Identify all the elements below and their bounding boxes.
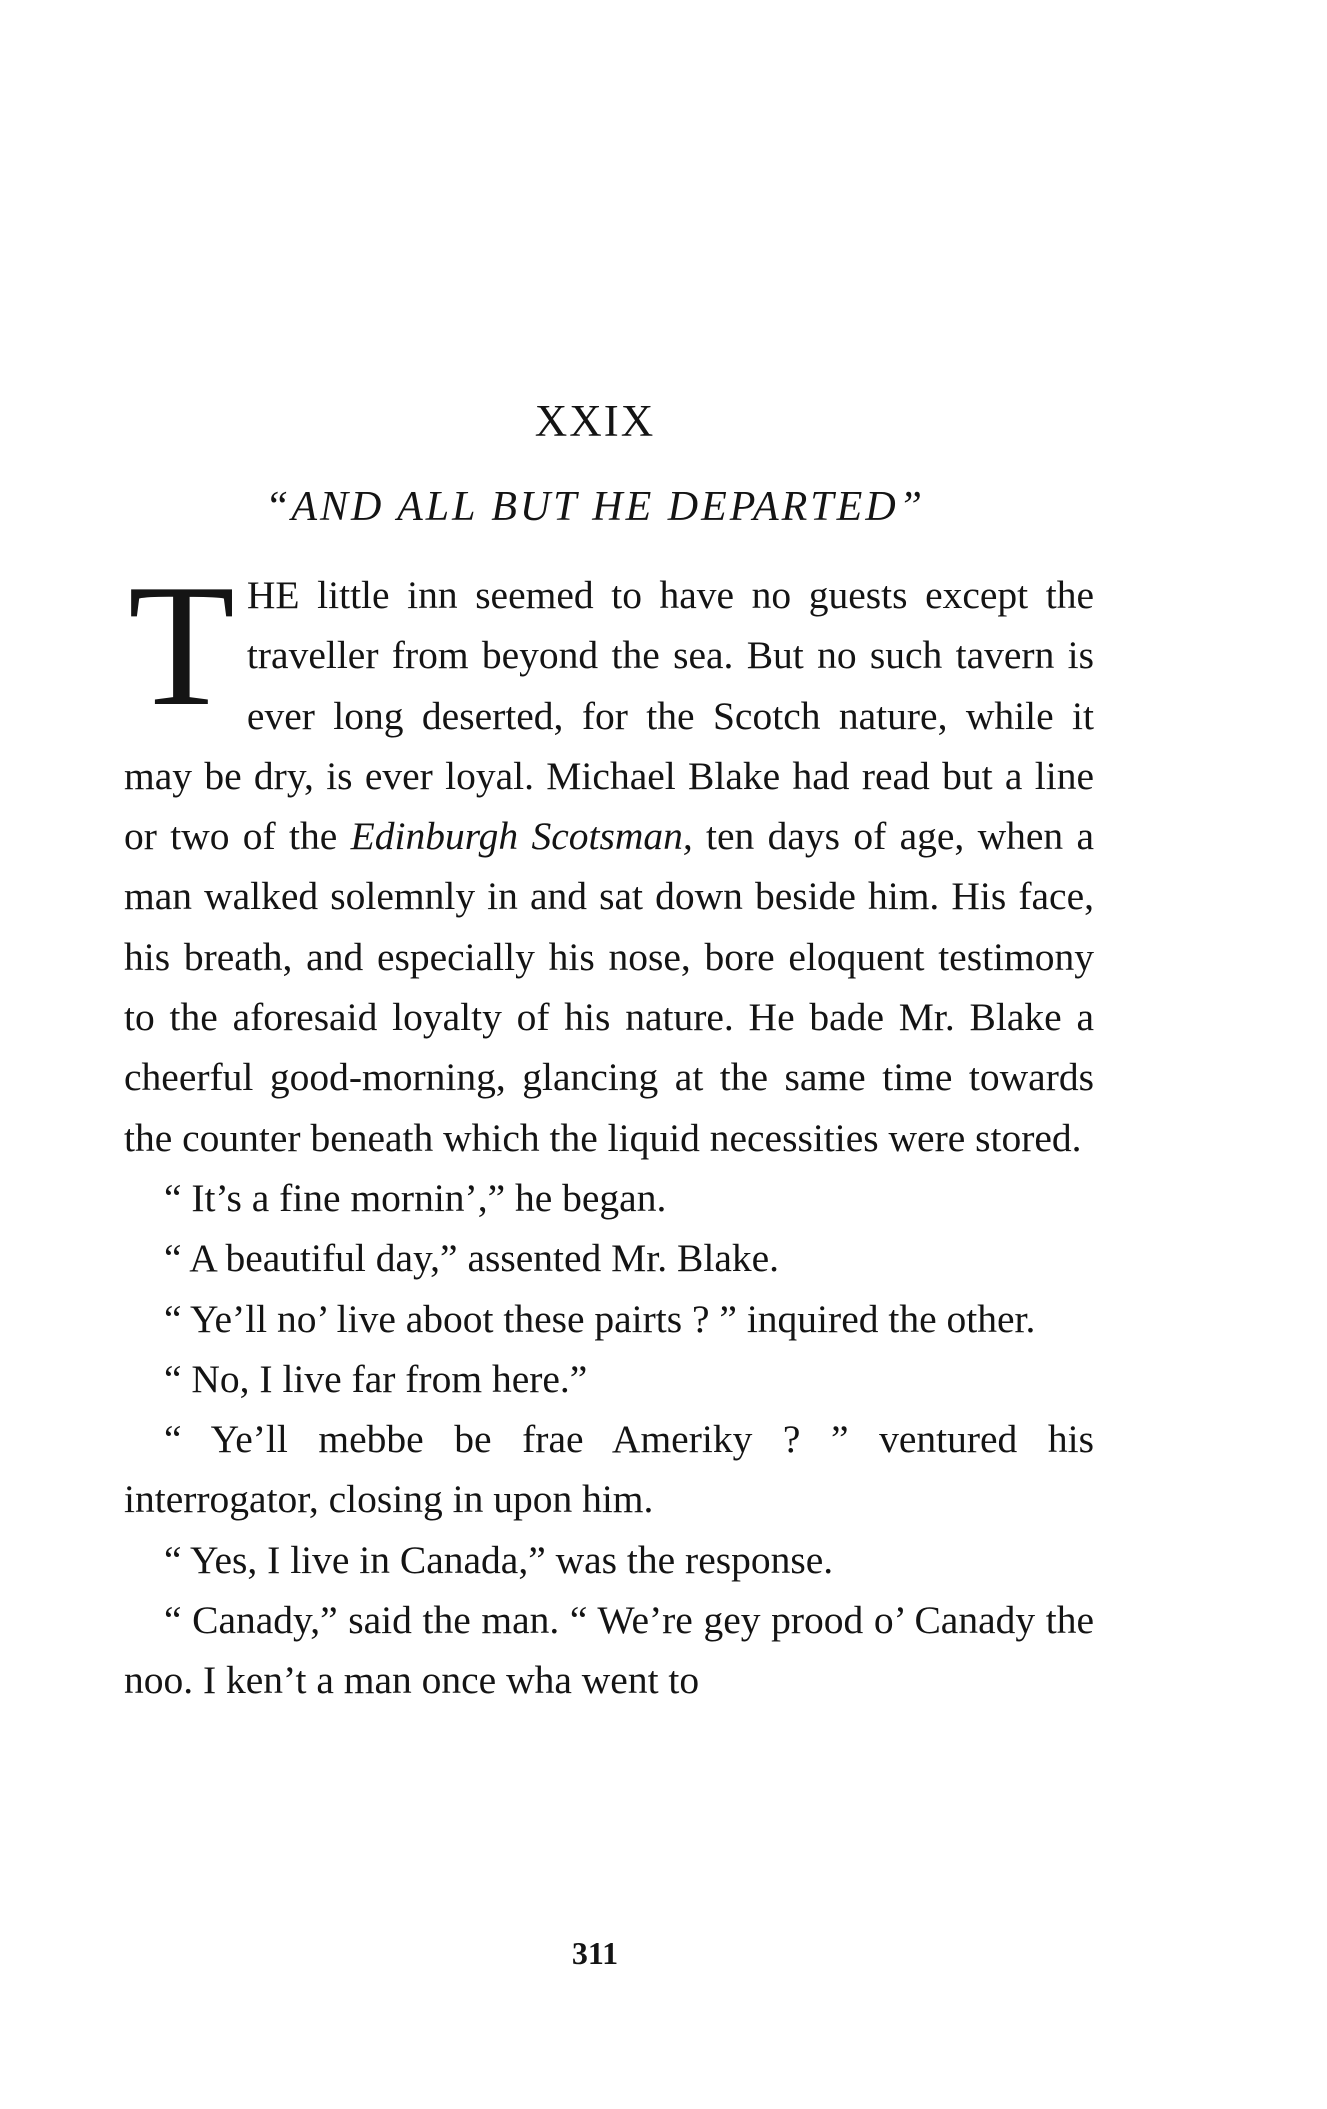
dialogue-paragraph-1: “ It’s a fine mornin’,” he began.: [164, 1175, 667, 1220]
newspaper-title: Edinburgh Scotsman,: [350, 814, 693, 859]
paragraph-text-before-italic: HE little inn seemed to have no guests except the traveller from beyond the sea. But no such tavern is ever long deserted, for the Scotch nature, while it may be dry, is ever loyal. Michael Blake had read but a line or two of the: [124, 573, 1094, 859]
dialogue-paragraph-2: “ A beautiful day,” assented Mr. Blake.: [164, 1236, 780, 1281]
body-text: [124, 548, 1094, 1711]
chapter-title: “AND ALL BUT HE DEPARTED”: [264, 484, 926, 530]
drop-cap: T: [128, 548, 235, 742]
dialogue-paragraph-6: “ Yes, I live in Canada,” was the response.: [164, 1537, 834, 1582]
dialogue-paragraph-3: “ Ye’ll no’ live aboot these pairts ? ” inquired the other.: [164, 1296, 1036, 1341]
dialogue-paragraph-5: “ Ye’ll mebbe be frae Ameriky ? ” ventured his interrogator, closing in upon him.: [124, 1417, 1094, 1522]
dialogue-paragraph-4: “ No, I live far from here.”: [164, 1356, 588, 1401]
paragraph-text-after-italic: ten days of age, when a man walked solemnly in and sat down beside him. His face, his breath, and especially his nose, bore eloquent testimony to the aforesaid loyalty of his nature. He bade Mr. Blake a cheerful good-morning, glancing at the same time towards the counter beneath which the liquid necessities were stored.: [124, 814, 1094, 1160]
dialogue-paragraph-7: “ Canady,” said the man. “ We’re gey prood o’ Canady the noo. I ken’t a man once wha went to: [124, 1598, 1094, 1703]
page-number: 311: [571, 1935, 619, 1971]
opening-paragraph: [124, 548, 1094, 1168]
chapter-number: XXIX: [534, 396, 656, 446]
